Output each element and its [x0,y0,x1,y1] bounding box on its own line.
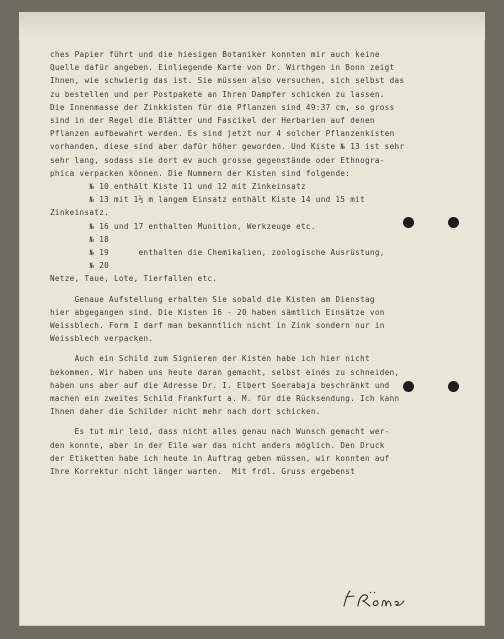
text-line: № 10 enthält Kiste 11 und 12 mit Zinkeinsatz [50,182,306,192]
handwritten-signature [340,588,410,610]
text-line: Auch ein Schild zum Signieren der Kisten habe ich hier nicht [50,354,370,364]
paragraph-plant-boxes [50,48,460,286]
text-line: Weissblech verpacken. [50,334,154,344]
text-line: zu bestellen und per Postpakete an Ihren Dampfer schicken zu lassen. [50,89,385,99]
text-line: ches Papier führt und die hiesigen Botaniker konnten mir auch keine [50,50,380,59]
text-line: Ihnen daher die Schilder nicht mehr nach dort schicken. [50,407,321,417]
text-line: № 13 mit 1½ m langem Einsatz enthält Kiste 14 und 15 mit [50,195,365,205]
text-line: Weissblech. Form I darf man bekanntlich nicht in Zink sondern nur in [50,321,385,331]
text-line: der Etiketten habe ich heute in Auftrag geben müssen, wir konnten auf [50,453,390,463]
text-line: Zinkeinsatz. [50,208,110,218]
text-line: Ihnen, wie schwierig das ist. Sie müssen also versuchen, sich selbst das [50,76,405,86]
text-line: Die Innenmasse der Zinkkisten für die Pflanzen sind 49:37 cm, so gross [50,102,395,112]
text-line: sehr lang, sodass sie dort ev auch grosse gegenstände oder Ethnogra- [50,155,385,165]
text-line: den konnte, aber in der Eile war das nicht anders möglich. Den Druck [50,440,385,450]
text-line: Pflanzen aufbewahrt werden. Es sind jetzt nur 4 solcher Pflanzenkisten [50,129,395,139]
paragraph-list-dispatch [50,293,460,346]
text-line: Es tut mir leid, dass nicht alles genau nach Wunsch gemacht wer- [50,427,390,437]
text-line: Quelle dafür angeben. Einliegende Karte von Dr. Wirthgen in Bonn zeigt [50,63,395,73]
text-line: № 18 [50,234,110,244]
text-line: hier abgegangen sind. Die Kisten 16 - 20 haben sämtlich Einsätze von [50,307,385,317]
text-line: Ihre Korrektur nicht länger warten. Mit frdl. Gruss ergebenst [50,467,356,477]
text-line: haben uns aber auf die Adresse Dr. I. Elbert Soerabaja beschränkt und [50,380,390,390]
text-line: Genaue Aufstellung erhalten Sie sobald die Kisten am Dienstag [50,294,375,304]
text-line: № 20 [50,261,110,271]
paragraph-closing [50,425,460,478]
text-line: № 16 und 17 enthalten Munition, Werkzeuge etc. [50,221,316,231]
letter-body [50,48,460,478]
text-line: sind in der Regel die Blätter und Fascikel der Herbarien auf denen [50,116,375,126]
paragraph-sign [50,352,460,418]
text-line: bekommen. Wir haben uns heute daran gemacht, selbst eines zu schneiden, [50,367,400,377]
text-line: № 19 enthalten die Chemikalien, zoologische Ausrüstung, [50,248,385,258]
text-line: machen ein zweites Schild Frankfurt a. M. für die Rücksendung. Ich kann [50,394,400,404]
text-line: vorhanden, diese sind aber dafür höher geworden. Und Kiste № 13 ist sehr [50,142,405,152]
text-line: phica verpacken können. Die Nummern der Kisten sind folgende: [50,168,351,178]
text-line: Netze, Taue, Lote, Tierfallen etc. [50,274,218,284]
